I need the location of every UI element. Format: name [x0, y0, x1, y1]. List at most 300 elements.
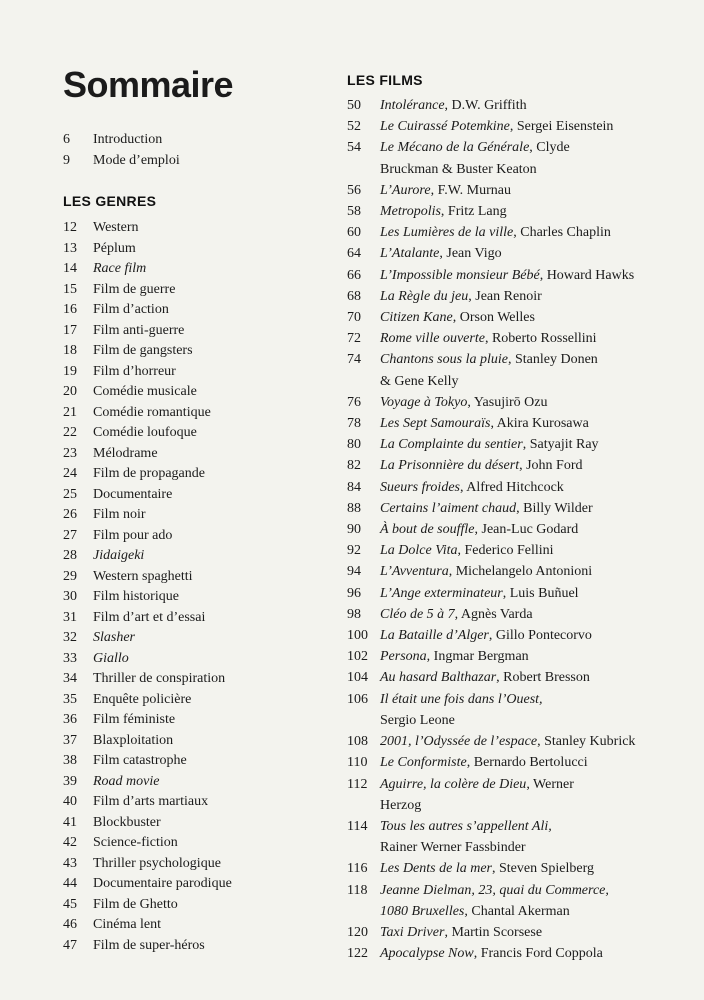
film-title: La Règle du jeu: [380, 288, 469, 304]
toc-entry: [347, 774, 662, 816]
toc-entry: [347, 222, 662, 243]
entry-label: [380, 455, 662, 476]
toc-entry: [63, 915, 345, 936]
entry-label: [380, 561, 662, 582]
entry-label: Race film: [93, 261, 147, 276]
toc-entry: [63, 546, 345, 567]
toc-entry: [63, 259, 345, 280]
toc-entry: [347, 392, 662, 413]
toc-entry: [347, 625, 662, 646]
page-number: 88: [347, 500, 361, 516]
page-number: 78: [347, 416, 361, 432]
toc-entry: [63, 628, 345, 649]
film-title: Le Conformiste: [380, 755, 467, 771]
entry-label: [380, 604, 662, 625]
toc-entry: [347, 880, 662, 922]
toc-entry: [63, 151, 345, 172]
toc-entry: [347, 498, 662, 519]
entry-label: Film historique: [93, 589, 179, 604]
film-credit: , Alfred Hitchcock: [459, 479, 564, 495]
entry-label: [380, 392, 662, 413]
toc-entry: [63, 751, 345, 772]
page-number: 80: [347, 437, 361, 453]
film-credit: Sergio Leone: [380, 712, 455, 728]
page-number: 114: [347, 818, 368, 834]
entry-label: [380, 583, 662, 604]
toc-entry: [63, 130, 345, 151]
genres-list: [63, 218, 345, 956]
entry-label: [380, 498, 662, 519]
film-credit: , Chantal Akerman: [464, 903, 570, 919]
toc-entry: [63, 731, 345, 752]
toc-entry: [63, 382, 345, 403]
entry-label: [380, 243, 662, 264]
film-credit: , Roberto Rossellini: [484, 331, 597, 347]
toc-entry: [347, 180, 662, 201]
toc-entry: [63, 321, 345, 342]
toc-entry: [63, 444, 345, 465]
entry-label: Film d’arts martiaux: [93, 794, 209, 809]
film-credit: & Gene Kelly: [380, 373, 459, 389]
entry-label: Science-fiction: [93, 835, 178, 850]
toc-entry: [347, 604, 662, 625]
entry-label: Film féministe: [93, 712, 176, 727]
entry-label: Introduction: [93, 132, 163, 147]
page-number: 32: [63, 630, 77, 645]
toc-entry: [63, 423, 345, 444]
entry-label: [380, 349, 662, 391]
toc-entry: [63, 874, 345, 895]
film-credit: Herzog: [380, 797, 422, 813]
page-number: 66: [347, 267, 361, 283]
film-credit: , Satyajit Ray: [522, 437, 599, 453]
entry-label: Film de gangsters: [93, 343, 193, 358]
entry-label: Enquête policière: [93, 691, 192, 707]
toc-entry: [63, 854, 345, 875]
entry-label: [380, 625, 662, 646]
entry-label: [380, 689, 662, 731]
page-number: 122: [347, 946, 368, 962]
entry-label: [380, 943, 662, 964]
entry-label: Documentaire parodique: [93, 876, 232, 891]
page-number: 22: [63, 425, 77, 440]
film-credit: , Jean Renoir: [468, 288, 542, 304]
entry-label: Film catastrophe: [93, 753, 187, 768]
entry-label: [380, 752, 662, 773]
toc-entry: [347, 286, 662, 307]
toc-entry: [347, 328, 662, 349]
toc-entry: [347, 137, 662, 179]
entry-label: [380, 413, 662, 434]
film-credit: , Sergei Eisenstein: [509, 119, 614, 135]
page-title: Sommaire: [63, 64, 234, 105]
page-number: 26: [63, 507, 77, 522]
film-title: La Complainte du sentier: [380, 437, 523, 453]
entry-label: Film d’horreur: [93, 363, 176, 379]
toc-entry: [63, 239, 345, 260]
page-number: 23: [63, 445, 77, 461]
film-credit: , Charles Chaplin: [513, 225, 611, 241]
film-credit: , Gillo Pontecorvo: [488, 628, 592, 644]
entry-label: [380, 307, 662, 328]
toc-entry: [63, 669, 345, 690]
toc-entry: [63, 772, 345, 793]
films-heading: LES FILMS: [347, 72, 423, 88]
page-number: 25: [63, 486, 77, 502]
page-number: 104: [347, 670, 368, 686]
entry-label: Jidaigeki: [93, 548, 145, 563]
entry-label: Giallo: [93, 650, 129, 666]
film-title: L’Avventura: [380, 564, 449, 580]
page-number: 108: [347, 734, 368, 750]
page-number: 43: [63, 855, 77, 871]
entry-label: Thriller de conspiration: [93, 671, 226, 686]
page-number: 47: [63, 937, 77, 953]
toc-entry: [347, 201, 662, 222]
film-credit: Bruckman & Buster Keaton: [380, 161, 537, 177]
film-credit: , Luis Buñuel: [502, 585, 579, 601]
entry-label: Slasher: [93, 630, 135, 645]
toc-entry: [347, 434, 662, 455]
film-title: 1080 Bruxelles: [380, 903, 465, 919]
toc-entry: [347, 243, 662, 264]
film-title: Au hasard Balthazar: [380, 670, 497, 686]
entry-label: [380, 328, 662, 349]
film-title: Les Sept Samouraïs: [380, 416, 491, 432]
toc-entry: [63, 526, 345, 547]
toc-entry: [63, 567, 345, 588]
page-number: 98: [347, 606, 361, 622]
entry-label: [380, 180, 662, 201]
page-number: 84: [347, 479, 361, 495]
page-number: 39: [63, 773, 77, 789]
page-number: 44: [63, 876, 77, 891]
page-number: 76: [347, 394, 361, 410]
page-number: 15: [63, 281, 77, 297]
genres-heading: LES GENRES: [63, 193, 157, 209]
page-number: 70: [347, 310, 361, 326]
page-number: 110: [347, 755, 368, 771]
toc-entry: [63, 341, 345, 362]
entry-label: [380, 816, 662, 858]
page-number: 102: [347, 649, 368, 665]
film-credit: , Jean Vigo: [439, 246, 502, 262]
toc-entry: [63, 936, 345, 957]
page-number: 19: [63, 363, 77, 379]
entry-label: Mode d’emploi: [93, 152, 180, 168]
film-credit: , Federico Fellini: [457, 543, 554, 559]
toc-entry: [63, 608, 345, 629]
page-number: 20: [63, 384, 77, 399]
page-number: 118: [347, 882, 368, 898]
page-number: 12: [63, 220, 77, 235]
page-number: 120: [347, 924, 368, 940]
film-title: L’Impossible monsieur Bébé: [380, 267, 540, 283]
toc-entry: [63, 792, 345, 813]
film-credit: , Akira Kurosawa: [490, 416, 589, 432]
film-title: La Dolce Vita: [380, 543, 458, 559]
film-title: Le Mécano de la Générale: [380, 140, 530, 156]
page-number: 28: [63, 548, 77, 563]
page-number: 24: [63, 466, 77, 481]
film-credit: , D.W. Griffith: [444, 98, 527, 113]
entry-label: Blockbuster: [93, 814, 161, 830]
page-number: 18: [63, 343, 77, 358]
toc-entry: [63, 403, 345, 424]
film-title: Metropolis: [380, 204, 441, 220]
film-title: Jeanne Dielman, 23, quai du Commerce,: [380, 882, 609, 898]
entry-label: Comédie musicale: [93, 384, 197, 399]
page-number: 30: [63, 589, 77, 604]
page-number: 17: [63, 322, 77, 338]
entry-label: Film de Ghetto: [93, 896, 178, 912]
film-credit: , Michelangelo Antonioni: [448, 564, 593, 580]
film-credit: , Stanley Kubrick: [537, 734, 636, 750]
entry-label: Péplum: [93, 240, 136, 256]
page-number: 68: [347, 288, 361, 304]
page-number: 38: [63, 753, 77, 768]
entry-label: [380, 858, 662, 879]
entry-label: [380, 434, 662, 455]
toc-entry: [347, 307, 662, 328]
page-number: 58: [347, 204, 361, 220]
film-title: Rome ville ouverte: [380, 331, 485, 347]
toc-entry: [63, 218, 345, 239]
page-number: 106: [347, 691, 368, 707]
entry-label: [380, 286, 662, 307]
page-number: 72: [347, 331, 361, 347]
entry-label: Film anti-guerre: [93, 322, 185, 338]
toc-entry: [347, 752, 662, 773]
page-number: 50: [347, 98, 361, 113]
film-credit: , Agnès Varda: [454, 606, 533, 622]
toc-entry: [63, 300, 345, 321]
entry-label: Film de guerre: [93, 281, 176, 297]
toc-entry: [347, 265, 662, 286]
toc-entry: [63, 833, 345, 854]
page-number: 96: [347, 585, 361, 601]
entry-label: [380, 774, 662, 816]
entry-label: Film d’action: [93, 302, 169, 317]
toc-entry: [63, 710, 345, 731]
page-number: 41: [63, 814, 77, 830]
intro-list: [63, 130, 345, 171]
toc-entry: [347, 922, 662, 943]
film-title: Tous les autres s’appellent Ali,: [380, 818, 552, 834]
left-column: [63, 130, 345, 956]
toc-entry: [63, 280, 345, 301]
toc-entry: [63, 813, 345, 834]
toc-entry: [347, 731, 662, 752]
film-title: Persona: [380, 649, 427, 665]
toc-entry: [63, 464, 345, 485]
page-number: 31: [63, 609, 77, 625]
toc-entry: [347, 689, 662, 731]
film-title: 2001, l’Odyssée de l’espace: [380, 734, 538, 750]
film-title: La Prisonnière du désert: [380, 458, 520, 474]
page-number: 36: [63, 712, 77, 727]
page-number: 56: [347, 182, 361, 198]
toc-entry: [347, 858, 662, 879]
page-number: 52: [347, 119, 361, 135]
page-number: 29: [63, 568, 77, 584]
film-credit: , Steven Spielberg: [492, 861, 595, 877]
film-credit: , Bernardo Bertolucci: [466, 755, 588, 771]
page-number: 82: [347, 458, 361, 474]
film-credit: , Fritz Lang: [440, 204, 507, 220]
toc-entry: [347, 116, 662, 137]
entry-label: Film de super-héros: [93, 937, 205, 953]
page-number: 21: [63, 404, 77, 420]
entry-label: Film pour ado: [93, 527, 173, 543]
entry-label: [380, 137, 662, 179]
films-list: [347, 95, 662, 964]
film-title: Certains l’aiment chaud: [380, 500, 517, 516]
entry-label: Comédie romantique: [93, 404, 211, 420]
film-title: Citizen Kane: [380, 310, 453, 326]
page-number: 37: [63, 732, 77, 748]
film-credit: , F.W. Murnau: [430, 182, 511, 198]
toc-entry: [347, 455, 662, 476]
film-title: L’Atalante: [380, 246, 440, 262]
film-credit: , Billy Wilder: [516, 500, 593, 516]
toc-entry: [347, 943, 662, 964]
film-title: Cléo de 5 à 7: [380, 606, 455, 622]
entry-label: Road movie: [93, 773, 160, 789]
page-number: 14: [63, 261, 77, 276]
page-number: 46: [63, 917, 77, 932]
film-title: L’Aurore: [380, 182, 431, 198]
entry-label: Documentaire: [93, 486, 173, 502]
film-credit: , Stanley Donen: [507, 352, 598, 368]
film-title: Il était une fois dans l’Ouest,: [380, 691, 543, 707]
page-number: 92: [347, 543, 361, 559]
entry-label: [380, 880, 662, 922]
film-credit: , Ingmar Bergman: [426, 649, 529, 665]
entry-label: [380, 265, 662, 286]
entry-label: Blaxploitation: [93, 732, 174, 748]
film-title: Les Dents de la mer: [380, 861, 492, 877]
page-number: 94: [347, 564, 361, 580]
entry-label: Film noir: [93, 507, 146, 522]
entry-label: Mélodrame: [93, 445, 158, 461]
toc-entry: [347, 816, 662, 858]
toc-entry: [347, 540, 662, 561]
page-number: 9: [63, 152, 70, 168]
film-title: Les Lumières de la ville: [380, 225, 514, 241]
film-title: Voyage à Tokyo: [380, 394, 468, 410]
film-credit: Rainer Werner Fassbinder: [380, 840, 526, 856]
film-credit: , Yasujirō Ozu: [467, 394, 548, 410]
entry-label: [380, 540, 662, 561]
toc-entry: [347, 646, 662, 667]
page-number: 112: [347, 776, 368, 792]
page-number: 45: [63, 896, 77, 912]
toc-entry: [63, 485, 345, 506]
film-credit: , John Ford: [519, 458, 583, 474]
entry-label: [380, 922, 662, 943]
film-title: Taxi Driver: [380, 924, 445, 940]
page-number: 60: [347, 225, 361, 241]
film-title: Sueurs froides: [380, 479, 460, 495]
entry-label: [380, 116, 662, 137]
film-title: L’Ange exterminateur: [380, 585, 503, 601]
toc-entry: [63, 587, 345, 608]
page-number: 90: [347, 522, 361, 538]
film-title: La Bataille d’Alger: [380, 628, 489, 644]
toc-entry: [347, 519, 662, 540]
entry-label: [380, 519, 662, 540]
film-credit: , Werner: [526, 776, 574, 792]
page-number: 27: [63, 527, 77, 543]
entry-label: Comédie loufoque: [93, 425, 197, 440]
page-number: 40: [63, 794, 77, 809]
film-title: Le Cuirassé Potemkine: [380, 119, 510, 135]
entry-label: [380, 95, 662, 116]
toc-entry: [63, 649, 345, 670]
entry-label: [380, 477, 662, 498]
film-credit: , Francis Ford Coppola: [473, 946, 603, 962]
page-number: 16: [63, 302, 77, 317]
page-number: 64: [347, 246, 361, 262]
page-number: 100: [347, 628, 368, 644]
toc-entry: [63, 895, 345, 916]
toc-entry: [347, 583, 662, 604]
toc-entry: [347, 349, 662, 391]
toc-entry: [347, 95, 662, 116]
film-credit: , Howard Hawks: [539, 267, 635, 283]
film-credit: , Jean-Luc Godard: [474, 522, 579, 538]
page-number: 6: [63, 132, 70, 147]
entry-label: [380, 731, 662, 752]
film-title: À bout de souffle: [380, 522, 475, 538]
page-number: 13: [63, 240, 77, 256]
film-credit: , Clyde: [529, 140, 570, 156]
film-title: Chantons sous la pluie: [380, 352, 508, 368]
toc-entry: [63, 690, 345, 711]
toc-entry: [347, 413, 662, 434]
entry-label: Film d’art et d’essai: [93, 609, 206, 625]
toc-entry: [347, 667, 662, 688]
entry-label: [380, 667, 662, 688]
film-title: Apocalypse Now: [380, 946, 474, 962]
entry-label: Western spaghetti: [93, 568, 193, 584]
toc-entry: [63, 505, 345, 526]
toc-entry: [347, 561, 662, 582]
page-number: 35: [63, 691, 77, 707]
page-number: 42: [63, 835, 77, 850]
entry-label: [380, 201, 662, 222]
entry-label: Western: [93, 220, 139, 235]
right-column: [347, 70, 662, 964]
film-credit: , Orson Welles: [452, 310, 535, 326]
entry-label: Thriller psychologique: [93, 855, 221, 871]
film-title: Intolérance: [380, 98, 445, 113]
entry-label: [380, 646, 662, 667]
entry-label: Cinéma lent: [93, 917, 162, 932]
film-title: Aguirre, la colère de Dieu: [380, 776, 527, 792]
toc-entry: [63, 362, 345, 383]
toc-entry: [347, 477, 662, 498]
entry-label: [380, 222, 662, 243]
page-number: 74: [347, 352, 361, 368]
film-credit: , Robert Bresson: [496, 670, 590, 686]
film-credit: , Martin Scorsese: [444, 924, 543, 940]
page-number: 34: [63, 671, 77, 686]
page-number: 116: [347, 861, 368, 877]
entry-label: Film de propagande: [93, 466, 205, 481]
page-number: 54: [347, 140, 361, 156]
